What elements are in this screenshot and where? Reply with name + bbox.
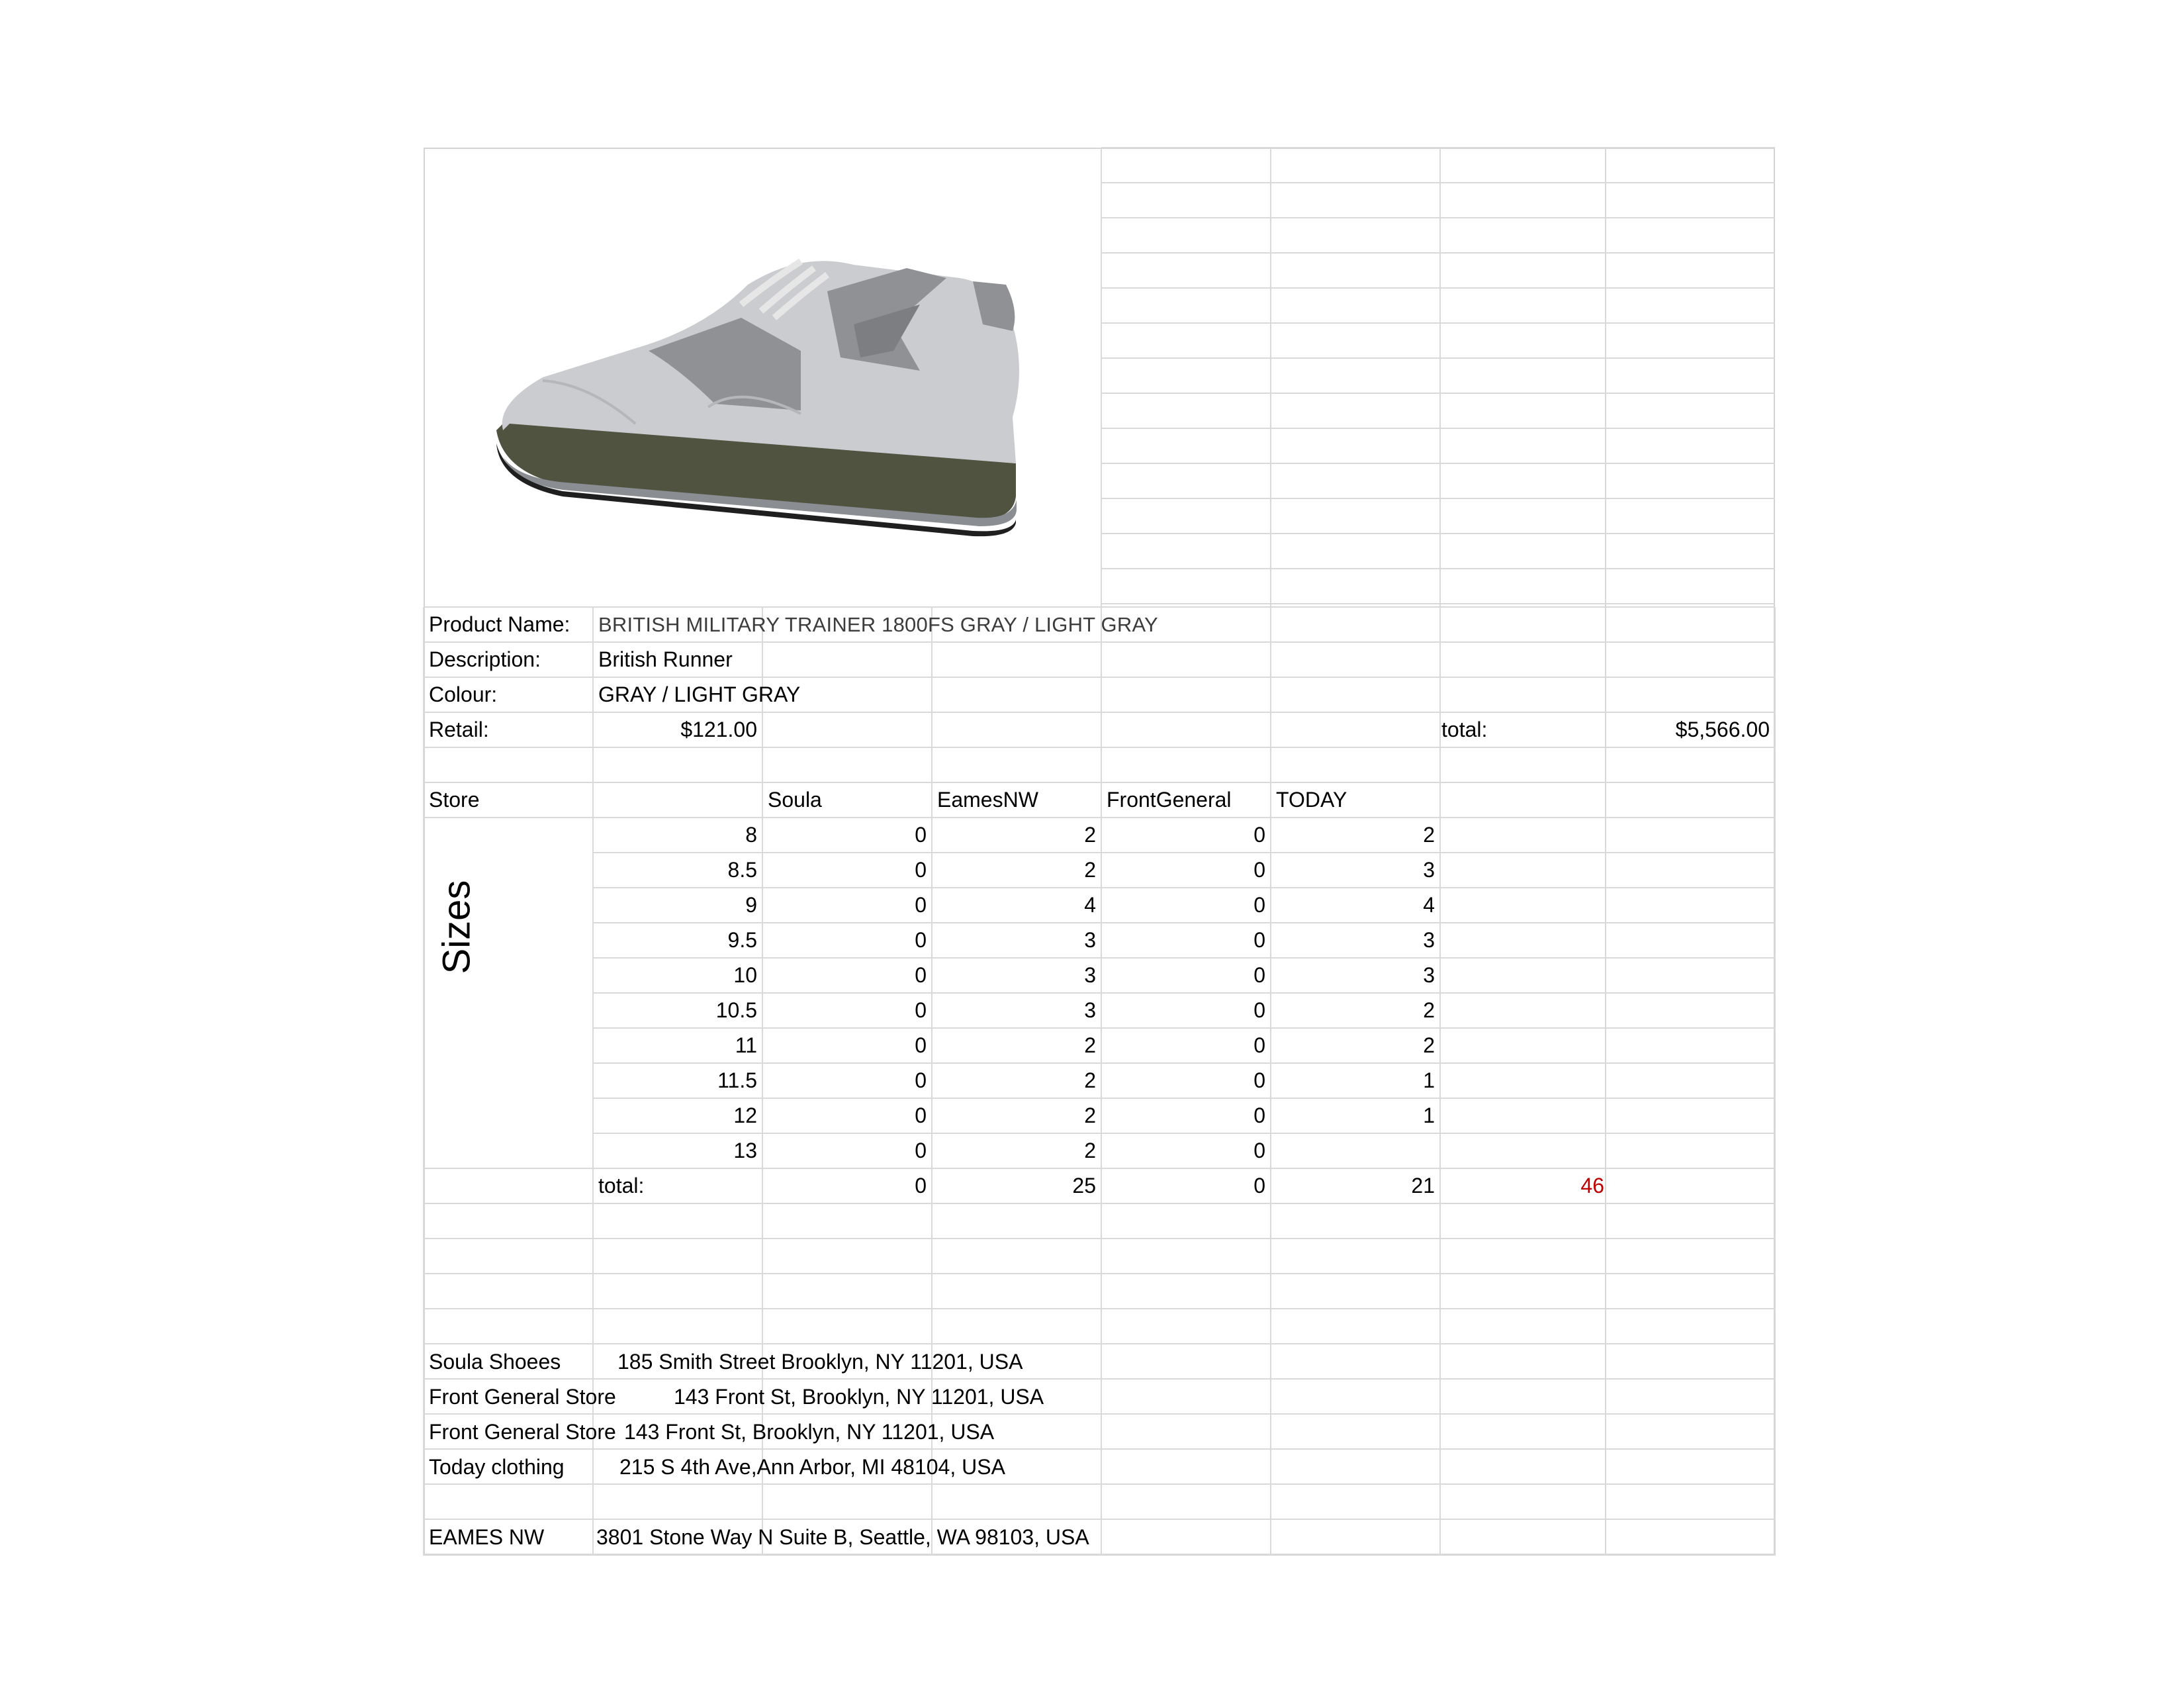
size-quantity-cell: 2 [1084,823,1096,847]
size-quantity-cell: 1 [1423,1103,1435,1127]
size-quantity-cell [1271,1133,1440,1168]
size-quantity-cell: 0 [915,858,927,882]
retail-total-value: $5,566.00 [1675,718,1770,741]
size-quantity-cell: 4 [1423,893,1435,917]
size-quantity-cell: 0 [1253,963,1265,987]
size-value: 11 [735,1033,757,1057]
address-5: 3801 Stone Way N Suite B, Seattle, WA 98103, USA [596,1525,1089,1549]
size-value: 10.5 [715,998,757,1022]
size-quantity-cell: 0 [1253,928,1265,952]
totals-label: total: [598,1174,645,1197]
size-quantity-cell: 0 [1253,858,1265,882]
colour-label: Colour: [429,682,498,706]
store-header-today: TODAY [1276,788,1347,812]
address-name-5: EAMES NW [429,1525,545,1549]
store-header-frontgeneral: FrontGeneral [1107,788,1232,812]
size-value: 8 [745,823,757,847]
total-frontgeneral: 0 [1253,1174,1265,1197]
size-quantity-cell: 2 [1084,1033,1096,1057]
retail-value: $121.00 [680,718,757,741]
address-name-2: Front General Store [429,1385,616,1409]
store-header-soula: Soula [768,788,822,812]
store-header-eamesnw: EamesNW [937,788,1038,812]
size-value: 9.5 [727,928,757,952]
size-quantity-cell: 0 [915,1139,927,1162]
grand-total: 46 [1580,1174,1604,1197]
size-quantity-cell: 2 [1084,1103,1096,1127]
address-name-1: Soula Shoees [429,1350,561,1374]
size-quantity-cell: 0 [1253,1033,1265,1057]
size-quantity-cell: 2 [1423,823,1435,847]
retail-label: Retail: [429,718,489,741]
size-quantity-cell: 0 [915,928,927,952]
size-quantity-cell: 0 [915,963,927,987]
size-quantity-cell: 0 [1253,1068,1265,1092]
total-soula: 0 [915,1174,927,1197]
size-value: 9 [745,893,757,917]
size-value: 13 [733,1139,757,1162]
size-quantity-cell: 0 [915,1033,927,1057]
total-today: 21 [1411,1174,1435,1197]
size-value: 11.5 [717,1068,757,1092]
address-2: 143 Front St, Brooklyn, NY 11201, USA [674,1385,1044,1409]
size-quantity-cell: 2 [1084,1139,1096,1162]
size-quantity-cell: 0 [1253,998,1265,1022]
size-quantity-cell: 0 [1253,1139,1265,1162]
size-quantity-cell: 3 [1084,998,1096,1022]
size-quantity-cell: 3 [1423,928,1435,952]
colour-value: GRAY / LIGHT GRAY [598,682,801,706]
address-name-3: Front General Store [429,1420,616,1444]
size-quantity-cell: 2 [1084,858,1096,882]
size-quantity-cell: 3 [1423,963,1435,987]
retail-total-label: total: [1441,718,1488,741]
description-value: British Runner [598,647,733,671]
size-quantity-cell: 0 [915,823,927,847]
description-label: Description: [429,647,541,671]
address-3: 143 Front St, Brooklyn, NY 11201, USA [624,1420,995,1444]
address-4: 215 S 4th Ave,Ann Arbor, MI 48104, USA [619,1455,1005,1479]
size-value: 8.5 [727,858,757,882]
size-quantity-cell: 0 [915,893,927,917]
size-quantity-cell: 0 [915,998,927,1022]
size-quantity-cell: 3 [1084,963,1096,987]
size-value: 12 [733,1103,757,1127]
size-quantity-cell: 0 [1253,823,1265,847]
size-quantity-cell: 3 [1423,858,1435,882]
total-eamesnw: 25 [1072,1174,1096,1197]
size-quantity-cell: 0 [1253,1103,1265,1127]
size-value: 10 [733,963,757,987]
size-quantity-cell: 3 [1084,928,1096,952]
size-quantity-cell: 1 [1423,1068,1435,1092]
address-1: 185 Smith Street Brooklyn, NY 11201, USA [617,1350,1023,1374]
size-quantity-cell: 0 [1253,893,1265,917]
product-name-label: Product Name: [429,612,570,636]
size-quantity-cell: 2 [1084,1068,1096,1092]
sneaker-image [430,152,1099,602]
store-label: Store [429,788,480,812]
sizes-label: Sizes [435,880,478,974]
product-name: BRITISH MILITARY TRAINER 1800FS GRAY / LIGHT GRAY [598,613,1158,636]
size-quantity-cell: 4 [1084,893,1096,917]
address-name-4: Today clothing [429,1455,565,1479]
size-quantity-cell: 2 [1423,1033,1435,1057]
size-quantity-cell: 0 [915,1068,927,1092]
size-quantity-cell: 0 [915,1103,927,1127]
size-quantity-cell: 2 [1423,998,1435,1022]
